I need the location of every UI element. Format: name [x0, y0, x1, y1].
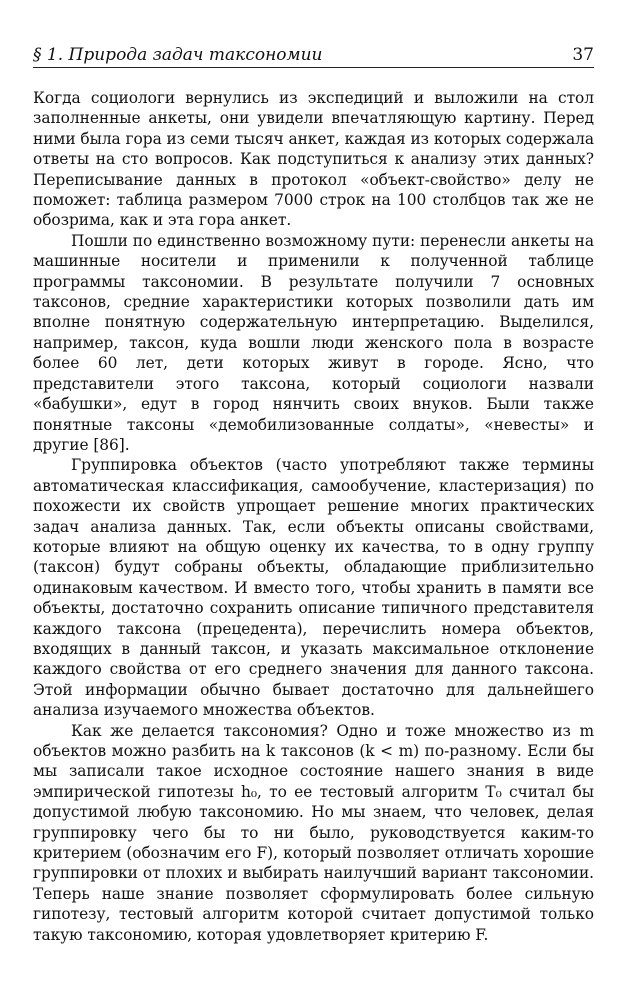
running-header — [33, 44, 594, 68]
paragraph-2: Пошли по единственно возможному пути: перенесли анкеты на машинные носители и применили к полученной таблице программы таксономии. В результате получили 7 основных таксонов, средние характеристики которых позволили дать им вполне понятную содержательную интерпретацию. Выделился, например, таксон, куда вошли люди женского пола в возрасте более 60 лет, дети которых живут в городе. Ясно, что представители этого таксона, который социологи назвали «бабушки», едут в город нянчить своих внуков. Были также понятные таксоны «демобилизованные солдаты», «невесты» и другие [86]. — [33, 231, 594, 454]
section-title: § 1. Природа задач таксономии — [33, 45, 323, 65]
page-number: 37 — [572, 45, 594, 65]
paragraph-1: Когда социологи вернулись из экспедиций и выложили на стол заполненные анкеты, они увидели впечатляющую картину. Перед ними была гора из семи тысяч анкет, каждая из которых содержала ответы на сто вопросов. Как подступиться к анализу этих данных? Переписывание данных в протокол «объект-свойство» делу не поможет: таблица размером 7000 строк на 100 столбцов так же не обозрима, как и эта гора анкет. — [33, 89, 594, 230]
paragraph-3: Группировка объектов (часто употребляют также термины автоматическая классификация, самообучение, кластеризация) по похожести их свойств упрощает решение многих практических задач анализа данных. Так, если объекты описаны свойствами, которые влияют на общую оценку их качества, то в одну группу (таксон) будут собраны объекты, обладающие приблизительно одинаковым качеством. И вместо того, чтобы хранить в памяти все объекты, достаточно сохранить описание типичного представителя каждого таксона (прецедента), перечислить номера объектов, входящих в данный таксон, и указать максимальное отклонение каждого свойства от его среднего значения для данного таксона. Этой информации обычно бывает достаточно для дальнейшего анализа изучаемого множества объектов. — [33, 456, 594, 720]
body-text — [33, 88, 594, 945]
paragraph-4: Как же делается таксономия? Одно и тоже множество из m объектов можно разбить на k таксонов (k < m) по-разному. Если бы мы записали такое исходное состояние нашего знания в виде эмпирической гипотезы h₀, то ее тестовый алгоритм T₀ считал бы допустимой любую таксономию. Но мы знаем, что человек, делая группировку чего бы то ни было, руководствуется каким-то критерием (обозначим его F), который позволяет отличать хорошие группировки от плохих и выбирать наилучший вариант таксономии. Теперь наше знание позволяет сформулировать более сильную гипотезу, тестовый алгоритм которой считает допустимой только такую таксономию, которая удовлетворяет критерию F. — [33, 721, 594, 944]
